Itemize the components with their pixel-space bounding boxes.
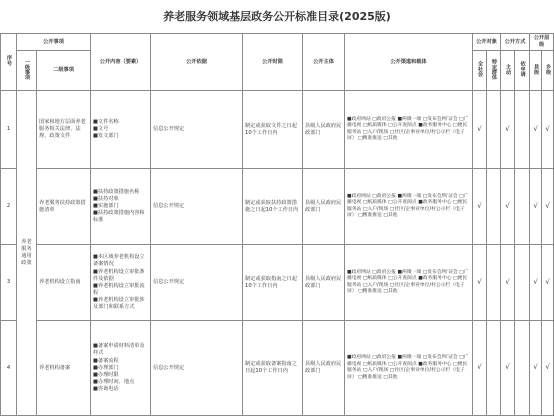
disclosure-table (0, 33, 554, 416)
header-subject: 公开主体 (303, 34, 345, 91)
level1-cell: 养老服务通用政策 (17, 91, 37, 416)
basis-cell: 信息公开规定 (151, 245, 243, 321)
level2-cell: 养老服务扶持政策措施清单 (37, 169, 91, 245)
check-request (515, 169, 530, 245)
header-method: 公开方式 (501, 34, 530, 51)
check-obj-all: √ (473, 245, 487, 321)
header-object: 公开对象 (473, 34, 501, 51)
header-township: 乡级 (542, 51, 554, 91)
header-request: 依申请 (515, 51, 530, 91)
content-item: ■文号 (93, 126, 109, 133)
channel-cell: ■政府网站 □政府公报 ■两微一端 □发布会/听证会 □广播电视 □纸质媒体 □公开查阅点 ■政务服务中心 □便民服务站 □入户/现场 □社区/企事业单位/村公示栏（电子屏） □精准推送 □其他 (345, 245, 473, 321)
header-obj-specific: 特定群体 (487, 51, 501, 91)
content-cell (91, 169, 151, 245)
check-obj-specific (487, 91, 501, 169)
header-matter: 公开事项 (17, 34, 91, 51)
content-item: ■养老机构设立审批条件及依据 (93, 268, 145, 282)
header-county: 县级 (530, 51, 542, 91)
header-content: 公开内容（要素） (91, 34, 151, 91)
header-obj-all: 全社会 (473, 51, 487, 91)
check-active: √ (501, 321, 515, 416)
content-item: ■办理时限 (93, 371, 119, 378)
content-item: ■实施部门 (93, 203, 119, 210)
check-request (515, 245, 530, 321)
channel-cell: ■政府网站 □政府公报 ■两微一端 □发布会/听证会 □广播电视 □纸质媒体 □公开查阅点 ■政务服务中心 □便民服务站 □入户/现场 □社区/企事业单位/村公示栏（电子屏） □精准推送 □其他 (345, 321, 473, 416)
check-township: √ (542, 245, 554, 321)
content-cell (91, 91, 151, 169)
check-active: √ (501, 245, 515, 321)
page-title: 养老服务领域基层政务公开标准目录(2025版) (163, 10, 391, 23)
period-cell: 制定或获取文件之日起10个工作日内 (243, 91, 303, 169)
header-basis: 公开依据 (151, 34, 243, 91)
row-no: 4 (1, 321, 17, 416)
content-item: ■办理部门 (93, 364, 119, 371)
channel-cell: ■政府网站 □政府公报 ■两微一端 □发布会/听证会 □广播电视 □纸质媒体 □公开查阅点 ■政务服务中心 □便民服务站 □入户/现场 □社区/企事业单位/村公示栏（电子屏） □精准推送 □其他 (345, 169, 473, 245)
header-channel: 公开渠道和载体 (345, 34, 473, 91)
header-level2: 二级事项 (37, 51, 91, 91)
header-level1: 一级事项 (17, 51, 37, 91)
basis-cell: 信息公开规定 (151, 321, 243, 416)
check-obj-all: √ (473, 91, 487, 169)
row-no: 3 (1, 245, 17, 321)
content-item: ■备案申请材料清单及样式 (93, 343, 145, 357)
period-cell: 制定或获取扶持政策措施之日起10个工作日内 (243, 169, 303, 245)
content-item: ■咨询电话 (93, 385, 119, 392)
check-obj-specific (487, 245, 501, 321)
header-active: 主动 (501, 51, 515, 91)
row-no: 1 (1, 91, 17, 169)
content-cell (91, 245, 151, 321)
header-period: 公开时限 (243, 34, 303, 91)
basis-cell: 信息公开规定 (151, 169, 243, 245)
check-county: √ (530, 245, 542, 321)
check-active: √ (501, 91, 515, 169)
header-level: 公开层级 (530, 34, 554, 51)
content-cell (91, 321, 151, 416)
basis-cell: 信息公开规定 (151, 91, 243, 169)
period-cell: 制定或获取指南之日起10个工作日内 (243, 245, 303, 321)
level2-cell: 养老机构设立指南 (37, 245, 91, 321)
header-seq: 序号 (1, 34, 17, 91)
subject-cell: 县级人民政府民政部门 (303, 91, 345, 169)
content-item: ■养老机构设立审批流程 (93, 282, 145, 296)
check-township: √ (542, 321, 554, 416)
content-item: ■扶持政策措施内容和标准 (93, 210, 145, 224)
check-obj-all: √ (473, 169, 487, 245)
subject-cell: 县级人民政府民政部门 (303, 169, 345, 245)
subject-cell: 县级人民政府民政部门 (303, 321, 345, 416)
check-county: √ (530, 91, 542, 169)
check-obj-specific (487, 169, 501, 245)
row-no: 2 (1, 169, 17, 245)
table-row (1, 245, 554, 321)
content-item: ■文件名称 (93, 119, 119, 125)
table-row (1, 91, 554, 169)
period-cell: 制定或获取备案指南之日起10个工作日内 (243, 321, 303, 416)
channel-cell: ■政府网站 □政府公报 ■两微一端 □发布会/听证会 □广播电视 □纸质媒体 □公开查阅点 ■政务服务中心 □便民服务站 □入户/现场 □社区/企事业单位/村公示栏（电子屏） □精准推送 □其他 (345, 91, 473, 169)
check-township: √ (542, 91, 554, 169)
content-item: ■养老机构设立审批涉及部门和联系方式 (93, 296, 145, 310)
content-item: ■发文部门 (93, 133, 119, 140)
content-item: ■办理时间、地点 (93, 378, 135, 385)
content-item: ■扶持政策措施名称 (93, 188, 140, 195)
check-request (515, 321, 530, 416)
subject-cell: 县级人民政府民政部门 (303, 245, 345, 321)
level2-cell: 国家和地方层面养老服务相关法律、法规、政策文件 (37, 91, 91, 169)
check-county: √ (530, 321, 542, 416)
check-county: √ (530, 169, 542, 245)
check-active: √ (501, 169, 515, 245)
check-request (515, 91, 530, 169)
check-township: √ (542, 169, 554, 245)
content-item: ■备案流程 (93, 357, 119, 364)
level2-cell: 养老机构备案 (37, 321, 91, 416)
check-obj-specific (487, 321, 501, 416)
table-row (1, 321, 554, 416)
content-item: ■本区域养老机构设立备案情况 (93, 254, 145, 268)
table-row (1, 169, 554, 245)
check-obj-all: √ (473, 321, 487, 416)
content-item: ■扶持对象 (93, 196, 119, 202)
